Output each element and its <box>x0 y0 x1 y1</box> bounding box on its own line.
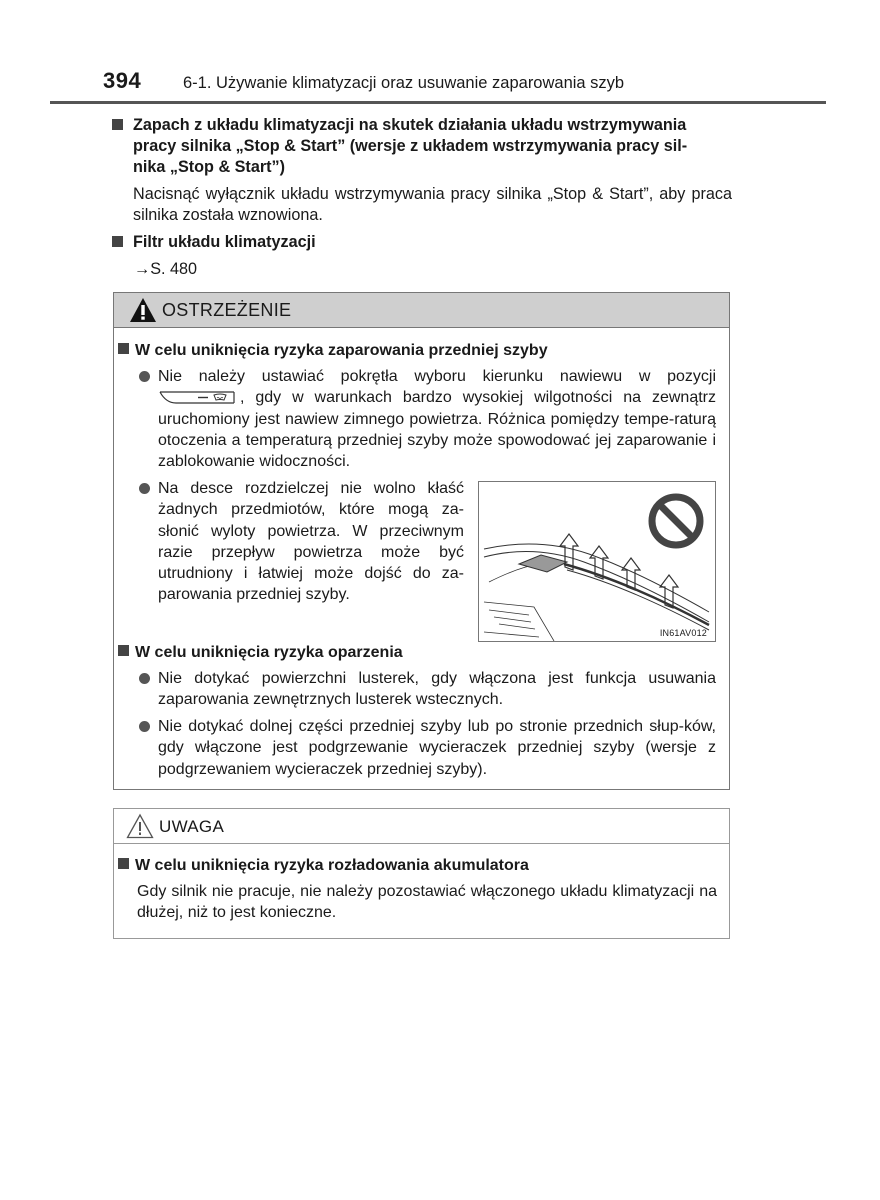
illustration-dashboard <box>478 481 716 642</box>
notice-title: UWAGA <box>159 817 225 836</box>
notice-header <box>114 809 729 844</box>
bullet-icon <box>139 673 150 684</box>
warning-item-mirrors: Nie dotykać powierzchni lusterek, gdy włączona jest funkcja usuwania zaparowania zewnętrznych lusterek wstecznych. <box>158 670 716 709</box>
square-bullet-icon <box>118 645 129 656</box>
warning-title: OSTRZEŻENIE <box>162 300 292 320</box>
warning-item-wiper-heater: Nie dotykać dolnej części przedniej szyby lub po stronie przednich słup-ków, gdy włączone jest podgrzewanie wycieraczek przedniej szyby (wersje z podgrzewaniem wycieraczek przedniej szyby). <box>158 718 716 778</box>
header-divider <box>50 101 826 104</box>
warning-item-dashboard-objects: Na desce rozdzielczej nie wolno kłaść żadnych przedmiotów, które mogą za-słonić wyloty powietrza. W przeciwnym razie przepływ powietrza może być utrudniony i łatwiej może dojść do za-parowania przedniej szyby. <box>158 480 464 604</box>
page-header <box>0 0 880 110</box>
section-body-odor: Nacisnąć wyłącznik układu wstrzymywania pracy silnika „Stop & Start”, aby praca silnika została wznowiona. <box>133 185 732 224</box>
top-section <box>112 115 732 280</box>
notice-heading-battery: W celu uniknięcia ryzyka rozładowania akumulatora <box>118 855 718 876</box>
section-heading-odor: Zapach z układu klimatyzacji na skutek działania układu wstrzymywania pracy silnika „Stop & Start” (wersje z układem wstrzymywania pracy sil- nika „Stop & Start”) <box>112 115 732 178</box>
bullet-icon <box>139 371 150 382</box>
warning-triangle-icon <box>129 297 157 323</box>
caution-triangle-icon <box>126 813 154 839</box>
warning-header <box>114 293 729 328</box>
square-bullet-icon <box>112 236 123 247</box>
warning-item-vent-setting: Nie należy ustawiać pokrętła wyboru kierunku nawiewu w pozycji , gdy w warunkach bardzo wysokiej wilgotności na zewnątrz uruchomiony jest nawiew zimnego powietrza. Różnica pomiędzy tempe-raturą otoczenia a temperaturą przedniej szyby może spowodować jej zaparowanie i zablokowanie widoczności. <box>158 368 716 471</box>
figure-code: IN61AV012 <box>659 628 707 638</box>
bullet-icon <box>139 721 150 732</box>
windshield-defrost-dial-icon <box>158 389 236 407</box>
notice-body: Gdy silnik nie pracuje, nie należy pozostawiać włączonego układu klimatyzacji na dłużej, niż to jest konieczne. <box>137 883 717 922</box>
dashboard-illustration <box>479 482 715 641</box>
chapter-title: 6-1. Używanie klimatyzacji oraz usuwanie zaparowania szyb <box>183 74 625 92</box>
square-bullet-icon <box>118 343 129 354</box>
bullet-icon <box>139 483 150 494</box>
page-reference-link[interactable]: →S. 480 <box>134 260 197 278</box>
page-number: 394 <box>103 68 142 93</box>
warning-heading-burn: W celu uniknięcia ryzyka oparzenia <box>118 642 718 663</box>
warning-heading-fogging: W celu uniknięcia ryzyka zaparowania przedniej szyby <box>118 340 718 361</box>
prohibition-icon <box>652 497 700 545</box>
square-bullet-icon <box>112 119 123 130</box>
section-heading-filter: Filtr układu klimatyzacji <box>112 232 732 253</box>
square-bullet-icon <box>118 858 129 869</box>
